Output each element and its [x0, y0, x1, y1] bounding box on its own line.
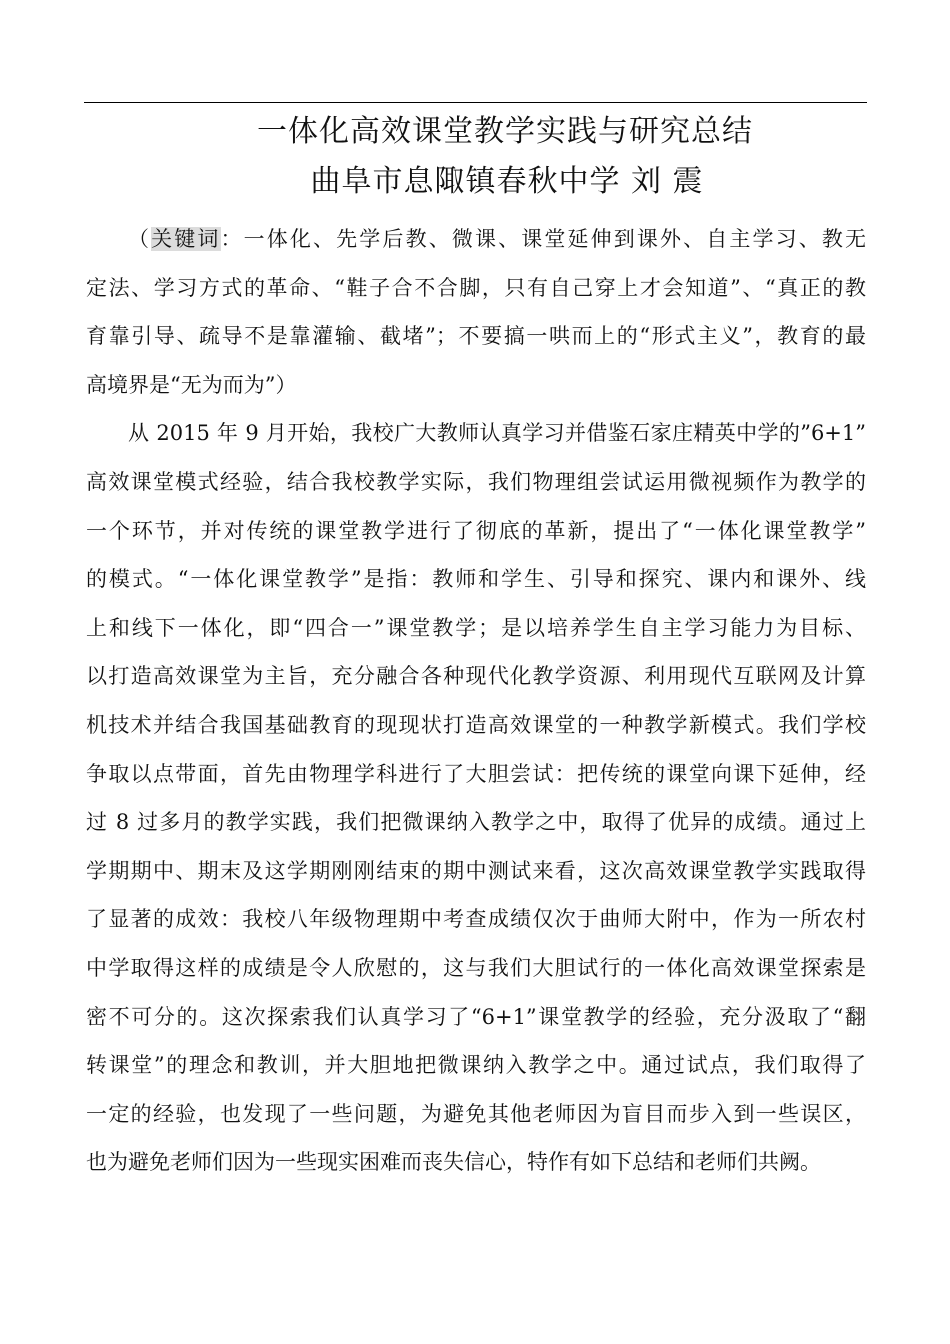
body-line: 一定的经验，也发现了一些问题，为避免其他老师因为盲目而步入到一些误区，	[86, 1101, 866, 1126]
body-line: 中学取得这样的成绩是令人欣慰的，这与我们大胆试行的一体化高效课堂探索是	[86, 955, 866, 980]
body-line: 从 2015 年 9 月开始，我校广大教师认真学习并借鉴石家庄精英中学的”6+1”	[128, 421, 866, 446]
keywords-line: 高境界是“无为而为”）	[86, 372, 297, 397]
keywords-open-paren: （	[128, 227, 152, 251]
keywords-line: 定法、学习方式的革命、“鞋子合不合脚，只有自己穿上才会知道”、“真正的教	[86, 275, 866, 300]
header-rule	[84, 102, 867, 103]
author-line: 曲阜市息陬镇春秋中学 刘 震	[310, 164, 704, 199]
keywords-text: ：一体化、先学后教、微课、课堂延伸到课外、自主学习、教无	[220, 227, 867, 251]
keywords-line: 育靠引导、疏导不是靠灌输、截堵”；不要搞一哄而上的“形式主义”，教育的最	[86, 324, 866, 349]
document-body	[86, 215, 866, 1187]
body-line: 转课堂”的理念和教训，并大胆地把微课纳入教学之中。通过试点，我们取得了	[86, 1053, 866, 1078]
body-line: 机技术并结合我国基础教育的现现状打造高效课堂的一种教学新模式。我们学校	[86, 712, 866, 737]
body-line: 上和线下一体化，即“四合一”课堂教学；是以培养学生自主学习能力为目标、	[86, 615, 866, 640]
body-line: 了显著的成效：我校八年级物理期中考查成绩仅次于曲师大附中，作为一所农村	[86, 907, 866, 932]
keywords-paragraph	[86, 215, 866, 409]
keywords-label: 关键词	[151, 227, 221, 251]
body-line: 过 8 过多月的教学实践，我们把微课纳入教学之中，取得了优异的成绩。通过上	[86, 810, 866, 835]
body-line: 密不可分的。这次探索我们认真学习了“6+1”课堂教学的经验，充分汲取了“翻	[86, 1004, 866, 1029]
body-line: 学期期中、期末及这学期刚刚结束的期中测试来看，这次高效课堂教学实践取得	[86, 858, 866, 883]
body-paragraph	[86, 409, 866, 1187]
body-line: 也为避免老师们因为一些现实困难而丧失信心，特作有如下总结和老师们共阙。	[86, 1150, 821, 1175]
body-line: 的模式。“一体化课堂教学”是指：教师和学生、引导和探究、课内和课外、线	[86, 567, 866, 592]
body-line: 一个环节，并对传统的课堂教学进行了彻底的革新，提出了“一体化课堂教学”	[86, 518, 866, 543]
page-title: 一体化高效课堂教学实践与研究总结	[257, 114, 753, 149]
body-line: 高效课堂模式经验，结合我校教学实际，我们物理组尝试运用微视频作为教学的	[86, 469, 866, 494]
body-line: 争取以点带面，首先由物理学科进行了大胆尝试：把传统的课堂向课下延伸，经	[86, 761, 866, 786]
body-line: 以打造高效课堂为主旨，充分融合各种现代化教学资源、利用现代互联网及计算	[86, 664, 866, 689]
keywords-line	[86, 215, 866, 264]
